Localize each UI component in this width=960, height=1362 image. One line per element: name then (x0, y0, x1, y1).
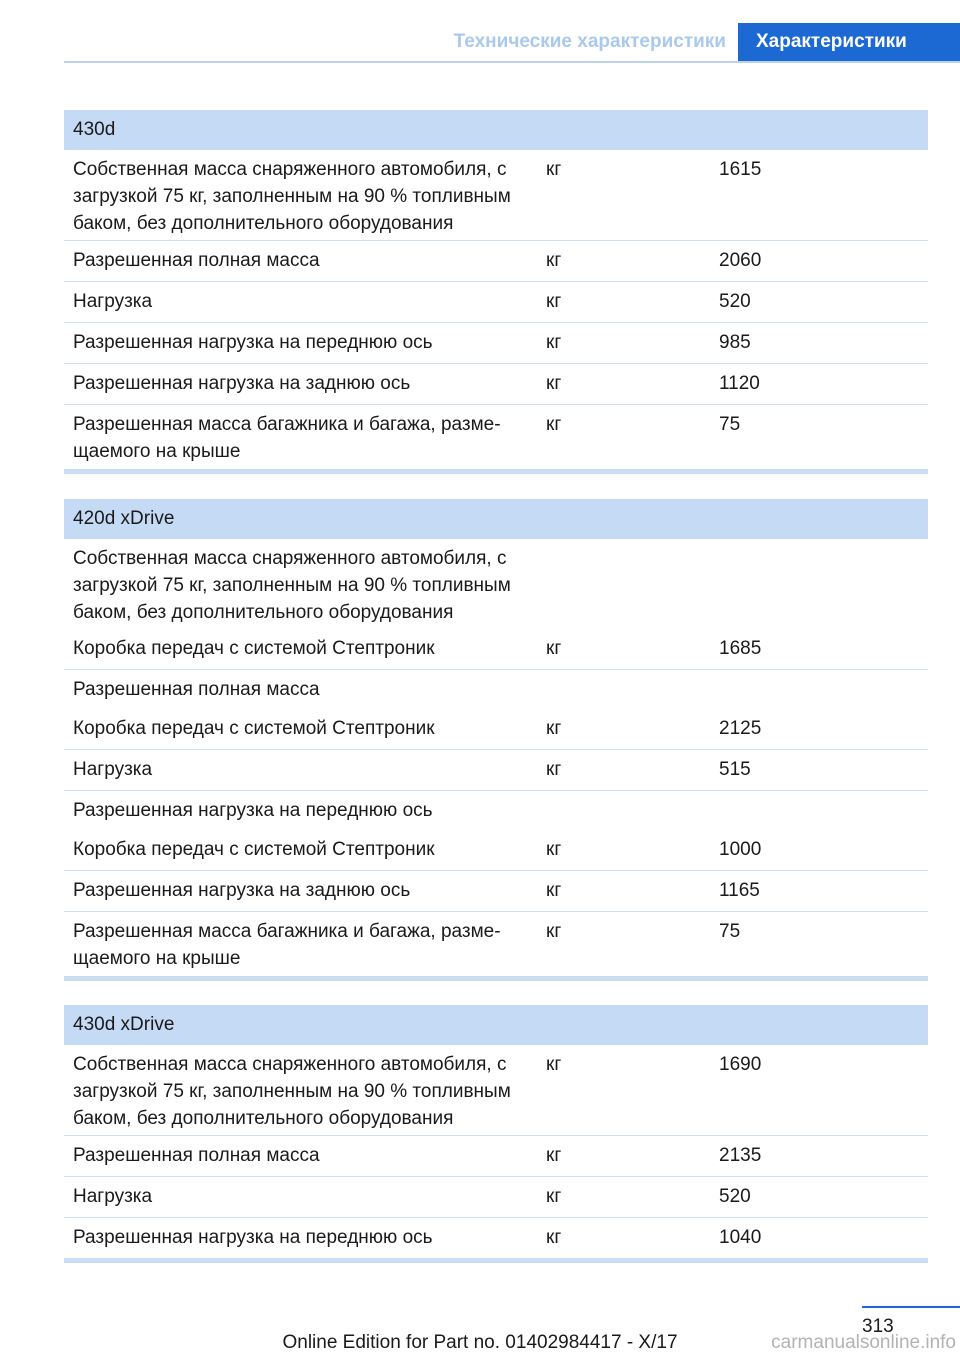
table-row (64, 1045, 928, 1136)
table-row (64, 750, 928, 791)
table-row (64, 1177, 928, 1218)
row-unit: кг (546, 839, 562, 860)
row-value: 1690 (719, 1054, 762, 1075)
page-number-divider (862, 1306, 960, 1308)
row-unit: кг (546, 921, 562, 942)
table-row (64, 241, 928, 282)
row-unit: кг (546, 414, 562, 435)
row-value (712, 539, 928, 629)
table-row (64, 629, 928, 670)
row-value: 2060 (719, 250, 762, 271)
row-value: 75 (719, 414, 741, 435)
table-row (64, 323, 928, 364)
table-title: 420d xDrive (64, 499, 928, 539)
row-unit: кг (546, 1227, 562, 1248)
row-label: Разрешенная масса багажника и багажа, разме-щаемого на крыше (73, 414, 501, 462)
row-label: Коробка передач с системой Стептроник (73, 839, 435, 860)
row-label: Разрешенная полная масса (73, 1145, 320, 1166)
table-row (64, 830, 928, 871)
row-unit (537, 791, 712, 830)
row-value: 985 (719, 332, 751, 353)
row-label: Разрешенная нагрузка на заднюю ось (73, 880, 411, 901)
row-value: 1120 (719, 373, 760, 394)
row-value: 75 (719, 921, 741, 942)
row-value (712, 670, 928, 709)
row-unit: кг (546, 332, 562, 353)
row-label: Разрешенная полная масса (73, 250, 320, 271)
row-label: Разрешенная полная масса (73, 679, 320, 700)
row-unit: кг (546, 1054, 562, 1075)
table-row (64, 670, 928, 709)
table-row (64, 1136, 928, 1177)
table-row (64, 912, 928, 976)
row-value: 1165 (719, 880, 760, 901)
row-label: Разрешенная нагрузка на заднюю ось (73, 373, 411, 394)
section-title: Технические характеристики (453, 31, 726, 52)
table-row (64, 539, 928, 629)
row-value: 515 (719, 759, 751, 780)
table-row (64, 871, 928, 912)
row-value: 2125 (719, 718, 762, 739)
row-unit: кг (546, 718, 562, 739)
row-value: 520 (719, 1186, 751, 1207)
watermark: carmanualsonline.info (771, 1332, 956, 1353)
table-row (64, 1218, 928, 1258)
table-row (64, 405, 928, 469)
row-value: 2135 (719, 1145, 762, 1166)
row-label: Нагрузка (73, 759, 153, 780)
spec-table-430d-xdrive (64, 1005, 928, 1263)
row-unit (537, 539, 712, 629)
row-value: 1040 (719, 1227, 762, 1248)
row-unit: кг (546, 159, 562, 180)
row-label: Разрешенная масса багажника и багажа, разме-щаемого на крыше (73, 921, 501, 969)
spec-table-420d-xdrive (64, 499, 928, 981)
row-value: 520 (719, 291, 751, 312)
row-unit: кг (546, 373, 562, 394)
row-value: 1000 (719, 839, 762, 860)
row-label: Собственная масса снаряженного автомобиля, с загрузкой 75 кг, заполненным на 90 % топливным баком, без дополнительного оборудования (73, 159, 511, 234)
row-value: 1685 (719, 638, 762, 659)
table-row (64, 364, 928, 405)
row-label: Разрешенная нагрузка на переднюю ось (73, 332, 433, 353)
table-row (64, 150, 928, 241)
row-unit: кг (546, 638, 562, 659)
table-row (64, 282, 928, 323)
table-row (64, 709, 928, 750)
chapter-title: Характеристики (738, 23, 960, 61)
row-unit: кг (546, 1186, 562, 1207)
row-unit: кг (546, 250, 562, 271)
row-label: Нагрузка (73, 291, 153, 312)
row-label: Разрешенная нагрузка на переднюю ось (73, 1227, 433, 1248)
edition-note: Online Edition for Part no. 01402984417 - X/17 (282, 1332, 678, 1353)
row-label: Собственная масса снаряженного автомобиля, с загрузкой 75 кг, заполненным на 90 % топливным баком, без дополнительного оборудования (73, 1054, 511, 1129)
table-title: 430d xDrive (64, 1005, 928, 1045)
table-row (64, 791, 928, 830)
page-number: 313 (862, 1316, 894, 1337)
table-title: 430d (64, 110, 928, 150)
row-label: Коробка передач с системой Стептроник (73, 718, 435, 739)
row-label: Коробка передач с системой Стептроник (73, 638, 435, 659)
row-unit: кг (546, 1145, 562, 1166)
row-unit (537, 670, 712, 709)
row-label: Нагрузка (73, 1186, 153, 1207)
header-divider (64, 61, 960, 63)
page-header (64, 23, 960, 63)
spec-table-430d (64, 110, 928, 474)
row-unit: кг (546, 880, 562, 901)
row-value (712, 791, 928, 830)
row-value: 1615 (719, 159, 762, 180)
row-label: Разрешенная нагрузка на переднюю ось (73, 800, 433, 821)
row-label: Собственная масса снаряженного автомобиля, с загрузкой 75 кг, заполненным на 90 % топливным баком, без дополнительного оборудования (73, 548, 511, 623)
row-unit: кг (546, 759, 562, 780)
row-unit: кг (546, 291, 562, 312)
